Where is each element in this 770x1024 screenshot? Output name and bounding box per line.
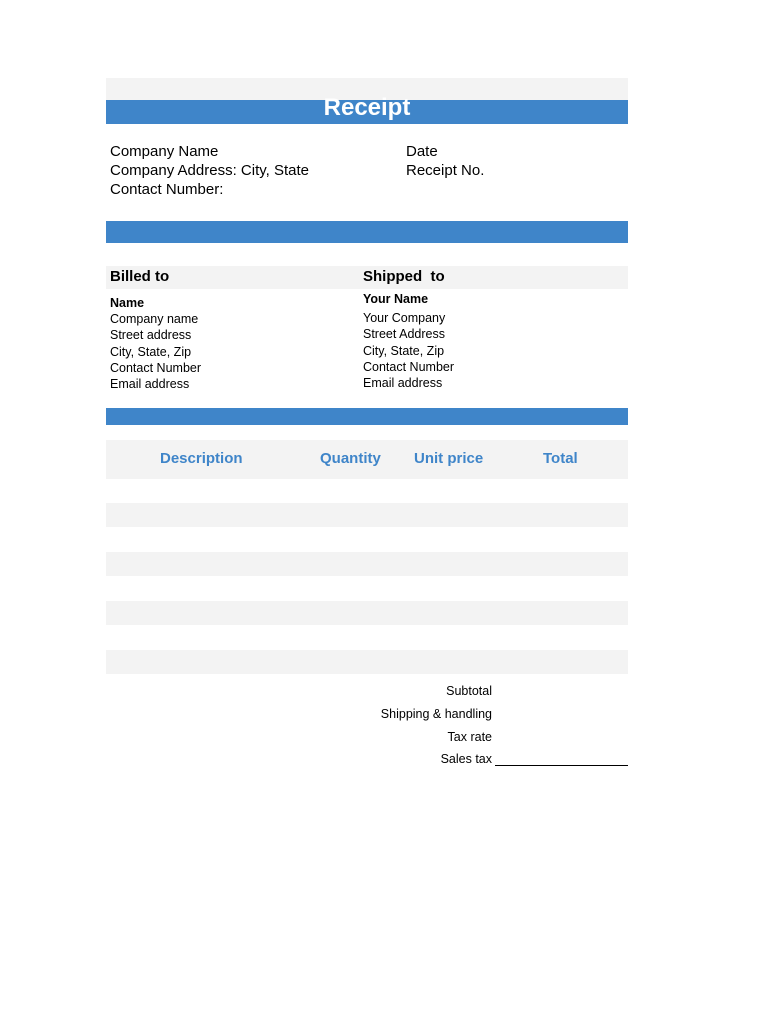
billed-company: Company name (110, 312, 199, 327)
billed-to-heading: Billed to (110, 268, 170, 285)
table-row[interactable] (106, 552, 628, 576)
company-name: Company Name (110, 143, 219, 160)
subtotal-label: Subtotal (446, 684, 492, 698)
col-total: Total (543, 450, 578, 467)
col-unit-price: Unit price (414, 450, 484, 467)
receipt-no-label: Receipt No. (406, 162, 485, 179)
shipping-label: Shipping & handling (380, 707, 492, 721)
company-address: Company Address: City, State (110, 162, 309, 179)
shipped-contact: Contact Number (363, 359, 455, 374)
billed-city: City, State, Zip (110, 344, 192, 359)
shipped-to-block (363, 291, 454, 391)
section-divider (106, 221, 628, 243)
col-quantity: Quantity (320, 450, 381, 467)
table-divider (106, 408, 628, 425)
table-row[interactable] (106, 527, 628, 551)
table-row[interactable] (106, 576, 628, 600)
shipped-company: Your Company (363, 311, 446, 326)
billed-to-block (110, 295, 201, 392)
table-row[interactable] (106, 503, 628, 527)
table-row[interactable] (106, 625, 628, 650)
receipt-title: Receipt (323, 94, 411, 121)
company-contact: Contact Number: (110, 181, 224, 198)
table-row[interactable] (106, 650, 628, 674)
sales-tax-label: Sales tax (440, 752, 492, 766)
billed-street: Street address (110, 328, 192, 343)
tax-rate-label: Tax rate (447, 730, 492, 744)
billed-contact: Contact Number (110, 360, 202, 375)
date-label: Date (406, 143, 438, 160)
sales-tax-underline (495, 765, 628, 766)
billed-email: Email address (110, 377, 190, 392)
table-row[interactable] (106, 479, 628, 503)
shipped-to-heading: Shipped to (363, 268, 445, 285)
shipped-email: Email address (363, 376, 443, 391)
billed-name: Name (110, 296, 145, 310)
table-row[interactable] (106, 601, 628, 625)
col-description: Description (160, 450, 243, 467)
shipped-city: City, State, Zip (363, 343, 445, 358)
shipped-street: Street Address (363, 327, 445, 342)
shipped-name: Your Name (363, 292, 429, 306)
